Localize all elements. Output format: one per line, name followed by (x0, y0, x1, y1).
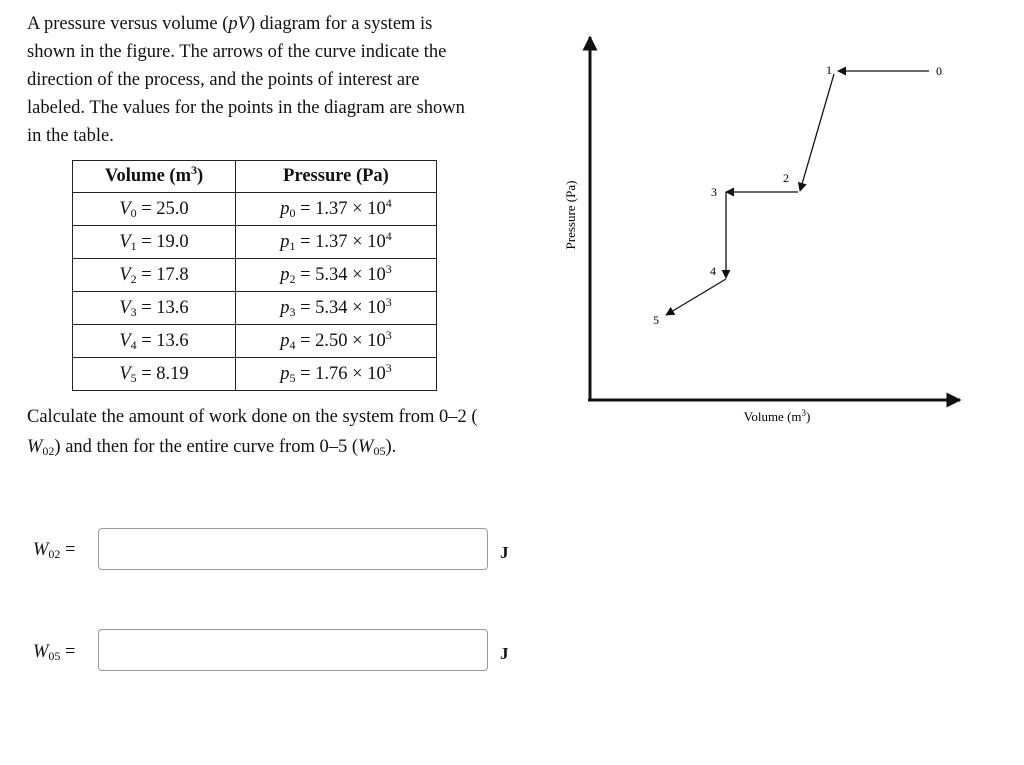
intro-line-4: labeled. The values for the points in the diagram are shown (27, 98, 465, 118)
pressure-cell: $p_1 = 1.37 \times 10^4$ (236, 226, 437, 259)
table-row (73, 193, 437, 226)
point-label-2: 2 (783, 171, 789, 185)
question-text (27, 402, 547, 462)
intro-line-1: A pressure versus volume (pV) diagram for a system is (27, 14, 433, 34)
w05-unit: J (500, 644, 509, 663)
point-label-3: 3 (711, 185, 717, 199)
w05-input[interactable] (98, 629, 488, 671)
question-line-1: Calculate the amount of work done on the system from 0–2 ( (27, 407, 478, 427)
volume-cell: $V_1 = 19.0$ (73, 226, 236, 259)
table-row (73, 325, 437, 358)
table-header-row (73, 161, 437, 193)
segment-4-5 (666, 279, 726, 315)
pressure-cell: $p_5 = 1.76 \times 10^3$ (236, 358, 437, 391)
pressure-cell: $p_2 = 5.34 \times 10^3$ (236, 259, 437, 292)
w02-unit: J (500, 543, 509, 562)
y-axis-label: Pressure (Pa) (563, 180, 578, 250)
intro-line-5: in the table. (27, 126, 114, 146)
values-table (72, 160, 437, 391)
volume-cell: $V_3 = 13.6$ (73, 292, 236, 325)
w02-label: $W_{02}$ = (33, 540, 76, 561)
table-row (73, 226, 437, 259)
intro-line-3: direction of the process, and the points of interest are (27, 70, 420, 90)
point-label-5: 5 (653, 313, 659, 327)
volume-cell: $V_0 = 25.0$ (73, 193, 236, 226)
question-line-2: $W_{02}$) and then for the entire curve from 0–5 $(W_{05})$. (27, 437, 397, 458)
pv-variable: pV (228, 14, 249, 34)
pressure-cell: $p_0 = 1.37 \times 10^4$ (236, 193, 437, 226)
header-volume: Volume $(m^3)$ (73, 161, 236, 193)
point-label-1: 1 (826, 63, 832, 77)
w02-input[interactable] (98, 528, 488, 570)
point-label-4: 4 (710, 264, 716, 278)
table-row (73, 259, 437, 292)
problem-intro (27, 10, 517, 150)
w05-label: $W_{05}$ = (33, 642, 76, 663)
pressure-cell: $p_3 = 5.34 \times 10^3$ (236, 292, 437, 325)
table-row (73, 292, 437, 325)
x-axis-label: Volume $(m^3)$ (743, 408, 811, 424)
pressure-cell: $p_4 = 2.50 \times 10^3$ (236, 325, 437, 358)
volume-cell: $V_5 = 8.19$ (73, 358, 236, 391)
volume-cell: $V_4 = 13.6$ (73, 325, 236, 358)
pv-diagram (550, 25, 970, 435)
table-row (73, 358, 437, 391)
volume-cell: $V_2 = 17.8$ (73, 259, 236, 292)
header-pressure: Pressure (Pa) (236, 161, 437, 193)
intro-line-2: shown in the figure. The arrows of the curve indicate the (27, 42, 447, 62)
segment-1-2 (800, 74, 834, 191)
point-label-0: 0 (936, 64, 942, 78)
